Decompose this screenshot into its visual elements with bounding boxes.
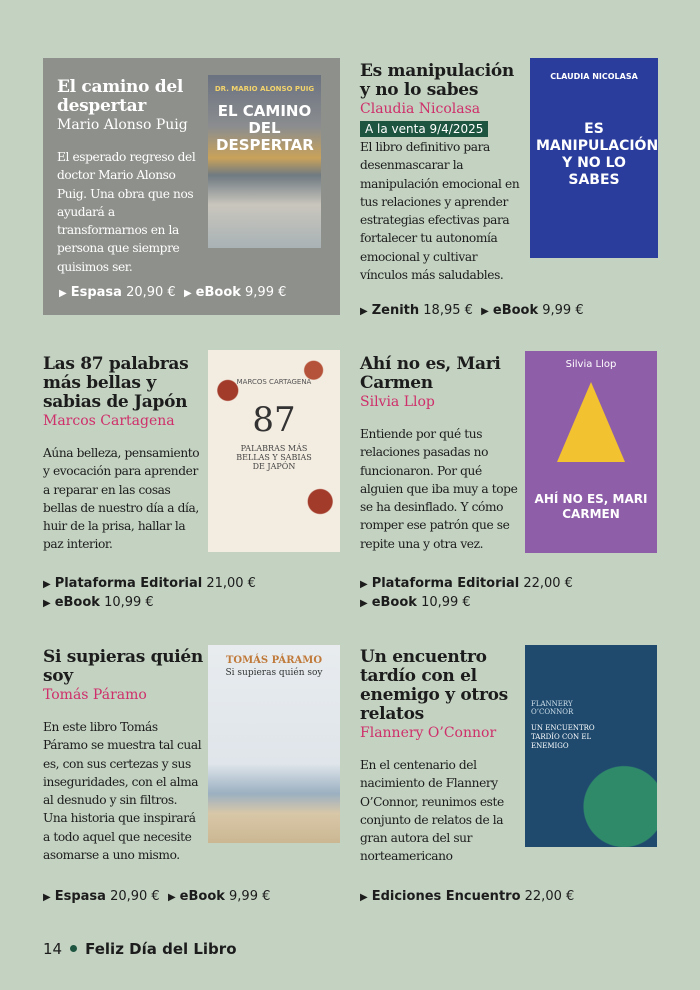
page-footer: [43, 940, 237, 958]
book-card-las-87-palabras: [43, 355, 343, 615]
price: 9,99 €: [245, 285, 287, 300]
cover-title: ES MANIPULACIÓN Y NO LO SABES: [536, 121, 658, 188]
publisher-label: Espasa: [70, 285, 122, 300]
book-card-un-encuentro: [360, 648, 660, 908]
book-cover[interactable]: [208, 75, 321, 248]
price-list: [59, 284, 286, 303]
triangle-icon: ▶: [167, 892, 176, 903]
price: 10,99 €: [104, 595, 154, 610]
price: 18,95 €: [423, 303, 473, 318]
price: 20,90 €: [126, 285, 176, 300]
cover-number: 87: [252, 400, 296, 440]
book-cover[interactable]: [530, 58, 658, 258]
triangle-icon: ▶: [360, 598, 368, 609]
book-author: Mario Alonso Puig: [57, 117, 188, 133]
book-card-es-manipulacion: [360, 62, 660, 322]
book-author: Claudia Nicolasa: [360, 101, 481, 117]
release-date-badge: A la venta 9/4/2025: [360, 121, 488, 137]
cover-author: DR. MARIO ALONSO PUIG: [214, 85, 315, 93]
triangle-icon: ▶: [43, 579, 51, 590]
triangle-icon: ▶: [360, 892, 368, 903]
book-title: Si supieras quién soy: [43, 647, 203, 686]
publisher-label: Ediciones Encuentro: [371, 889, 521, 904]
ebook-label: eBook: [492, 303, 539, 318]
cover-author: Silvia Llop: [565, 359, 617, 370]
section-label: Feliz Día del Libro: [85, 940, 237, 958]
book-description: En este libro Tomás Páramo se muestra tal cual es, con sus certezas y sus inseguridades, con el alma al desnudo y sin filtros. Una historia que inspirará a todo aquel que necesite asomarse a uno mismo.: [43, 720, 202, 863]
book-title: El camino del despertar: [57, 77, 184, 116]
book-author: Marcos Cartagena: [43, 413, 175, 429]
triangle-icon: ▶: [481, 306, 489, 317]
triangle-icon: ▶: [183, 288, 192, 299]
price: 20,90 €: [110, 889, 160, 904]
bullet-dot: [70, 945, 77, 952]
book-title: Es manipulación y no lo sabes: [360, 61, 514, 100]
book-description: Entiende por qué tus relaciones pasadas no funcionaron. Por qué alguien que iba muy a tope se ha desinflado. Y cómo romper ese patrón que se repite una y otra vez.: [360, 427, 518, 551]
book-description: El libro definitivo para desenmascarar la manipulación emocional en tus relaciones y aprender estrategias efectivas para fortalecer tu autonomía emocional y cultivar vínculos más saludables.: [360, 140, 520, 283]
price: 9,99 €: [542, 303, 584, 318]
book-author: Silvia Llop: [360, 394, 435, 410]
book-card-el-camino: [43, 58, 340, 315]
page-number: 14: [43, 940, 63, 958]
book-author: Flannery O’Connor: [360, 725, 497, 741]
cover-author: FLANNERY O’CONNOR: [531, 700, 574, 716]
cover-author: CLAUDIA NICOLASA: [550, 72, 638, 81]
cover-author: MARCOS CARTAGENA: [236, 378, 312, 386]
publisher-label: Zenith: [371, 303, 420, 318]
cover-title: UN ENCUENTRO TARDÍO CON EL ENEMIGO: [531, 724, 595, 750]
book-cover[interactable]: [208, 350, 340, 552]
cover-title: EL CAMINO DEL DESPERTAR: [216, 102, 314, 154]
publisher-label: Plataforma Editorial: [371, 576, 520, 591]
price: 22,00 €: [524, 889, 575, 904]
ebook-label: eBook: [195, 285, 241, 300]
triangle-icon: ▶: [43, 892, 51, 903]
triangle-icon: ▶: [43, 598, 51, 609]
triangle-icon: ▶: [59, 288, 67, 299]
price: 10,99 €: [421, 595, 471, 610]
ebook-label: eBook: [54, 595, 100, 610]
publisher-label: Plataforma Editorial: [54, 576, 203, 591]
ebook-label: eBook: [179, 889, 225, 904]
price-list: [360, 575, 573, 613]
price-list: [43, 575, 256, 613]
book-card-ahi-no-es: [360, 355, 660, 615]
triangle-icon: ▶: [360, 306, 368, 317]
book-description: Aúna belleza, pensamiento y evocación para aprender a reparar en las cosas bellas de nuestro día a día, huir de la prisa, hallar la paz interior.: [43, 446, 200, 552]
book-description: El esperado regreso del doctor Mario Alonso Puig. Una obra que nos ayudará a transformarnos en la persona que siempre quisimos ser.: [57, 150, 196, 274]
ebook-label: eBook: [371, 595, 417, 610]
publisher-label: Espasa: [54, 889, 106, 904]
price: 21,00 €: [206, 576, 256, 591]
price-list: [43, 888, 270, 907]
cover-title: AHÍ NO ES, MARI CARMEN: [534, 492, 648, 521]
price-list: [360, 888, 574, 907]
book-cover[interactable]: [525, 645, 657, 847]
book-author: Tomás Páramo: [43, 687, 147, 703]
price: 9,99 €: [229, 889, 271, 904]
book-description: En el centenario del nacimiento de Flannery O’Connor, reunimos este conjunto de relatos de la gran autora del sur norteamericano: [360, 758, 504, 864]
price-list: [360, 302, 584, 321]
cover-title: Si supieras quién soy: [225, 668, 323, 678]
price: 22,00 €: [523, 576, 573, 591]
book-cover[interactable]: [208, 645, 340, 843]
book-title: Un encuentro tardío con el enemigo y otros relatos: [360, 647, 508, 724]
book-cover[interactable]: [525, 351, 657, 553]
book-card-si-supieras: [43, 648, 343, 908]
book-title: Ahí no es, Mari Carmen: [360, 354, 501, 393]
crown-icon: [557, 382, 625, 462]
triangle-icon: ▶: [360, 579, 368, 590]
cover-title: PALABRAS MÁS BELLAS Y SABIAS DE JAPÓN: [236, 444, 312, 471]
cover-author: TOMÁS PÁRAMO: [225, 655, 323, 666]
book-title: Las 87 palabras más bellas y sabias de Japón: [43, 354, 189, 412]
